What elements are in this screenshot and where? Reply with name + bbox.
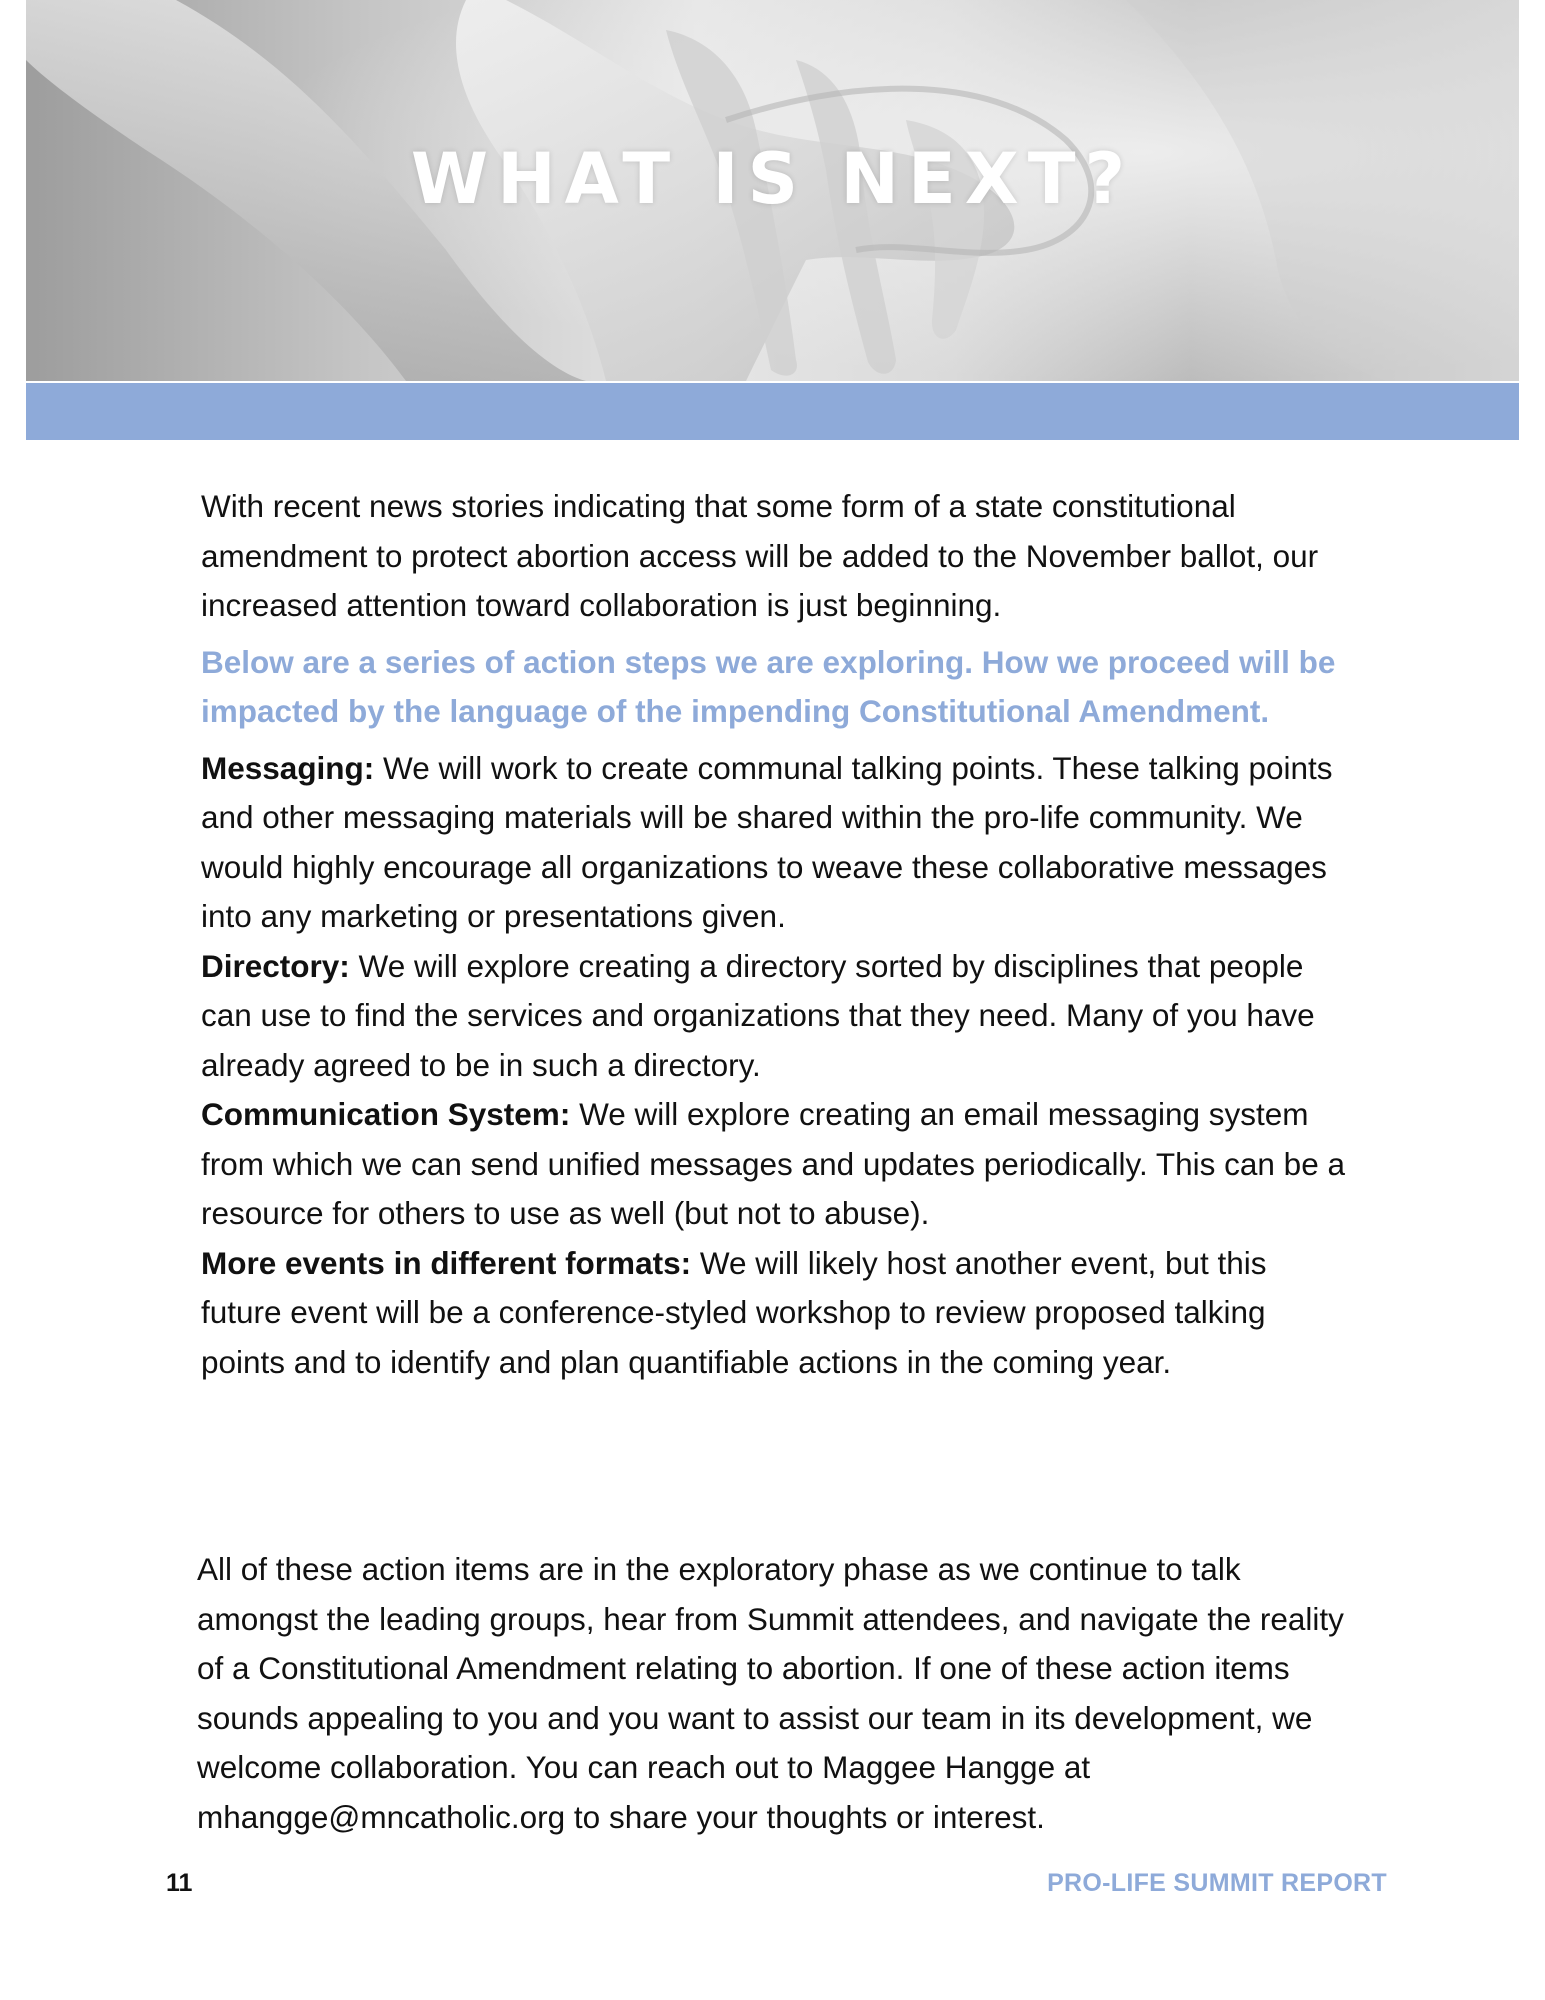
- main-content: [201, 482, 1351, 1387]
- step-text: We will likely host another event, but this future event will be a conference-styled workshop to review proposed talking points and to identify and plan quantifiable actions in the coming year.: [201, 1244, 1267, 1380]
- closing-paragraph: All of these action items are in the exploratory phase as we continue to talk amongst the leading groups, hear from Summit attendees, and navigate the reality of a Constitutional Amendment relating to abortion. If one of these action items sounds appealing to you and you want to assist our team in its development, we welcome collaboration. You can reach out to Maggee Hangge at mhangge@mncatholic.org to share your thoughts or interest.: [197, 1551, 1344, 1835]
- step-label: Directory:: [201, 947, 350, 984]
- intro-paragraph: With recent news stories indicating that some form of a state constitutional amendment to protect abortion access will be added to the November ballot, our increased attention toward collaboration is just beginning.: [201, 488, 1319, 623]
- step-text: We will work to create communal talking points. These talking points and other messaging materials will be shared within the pro-life community. We would highly encourage all organizations to weave these collaborative messages into any marketing or presentations given.: [201, 749, 1333, 934]
- hero-banner: [26, 0, 1519, 381]
- step-text: We will explore creating a directory sorted by disciplines that people can use to find the services and organizations that they need. Many of you have already agreed to be in such a directory.: [201, 947, 1315, 1083]
- report-title: PRO-LIFE SUMMIT REPORT: [1047, 1869, 1387, 1897]
- page-title: WHAT IS NEXT?: [410, 138, 1135, 220]
- step-label: Messaging:: [201, 749, 375, 786]
- accent-band: [26, 383, 1519, 440]
- page-number: 11: [166, 1869, 193, 1897]
- step-text: We will explore creating an email messaging system from which we can send unified messages and updates periodically. This can be a resource for others to use as well (but not to abuse).: [201, 1096, 1345, 1231]
- step-item-communication-system: [201, 1090, 1351, 1239]
- step-label: More events in different formats:: [201, 1244, 692, 1281]
- step-item-directory: [201, 942, 1351, 1091]
- highlight-paragraph: Below are a series of action steps we are exploring. How we proceed will be impacted by the language of the impending Constitutional Amendment.: [201, 643, 1336, 729]
- step-item-more-events: [201, 1239, 1351, 1388]
- step-item-messaging: [201, 744, 1351, 942]
- step-label: Communication System:: [201, 1096, 571, 1132]
